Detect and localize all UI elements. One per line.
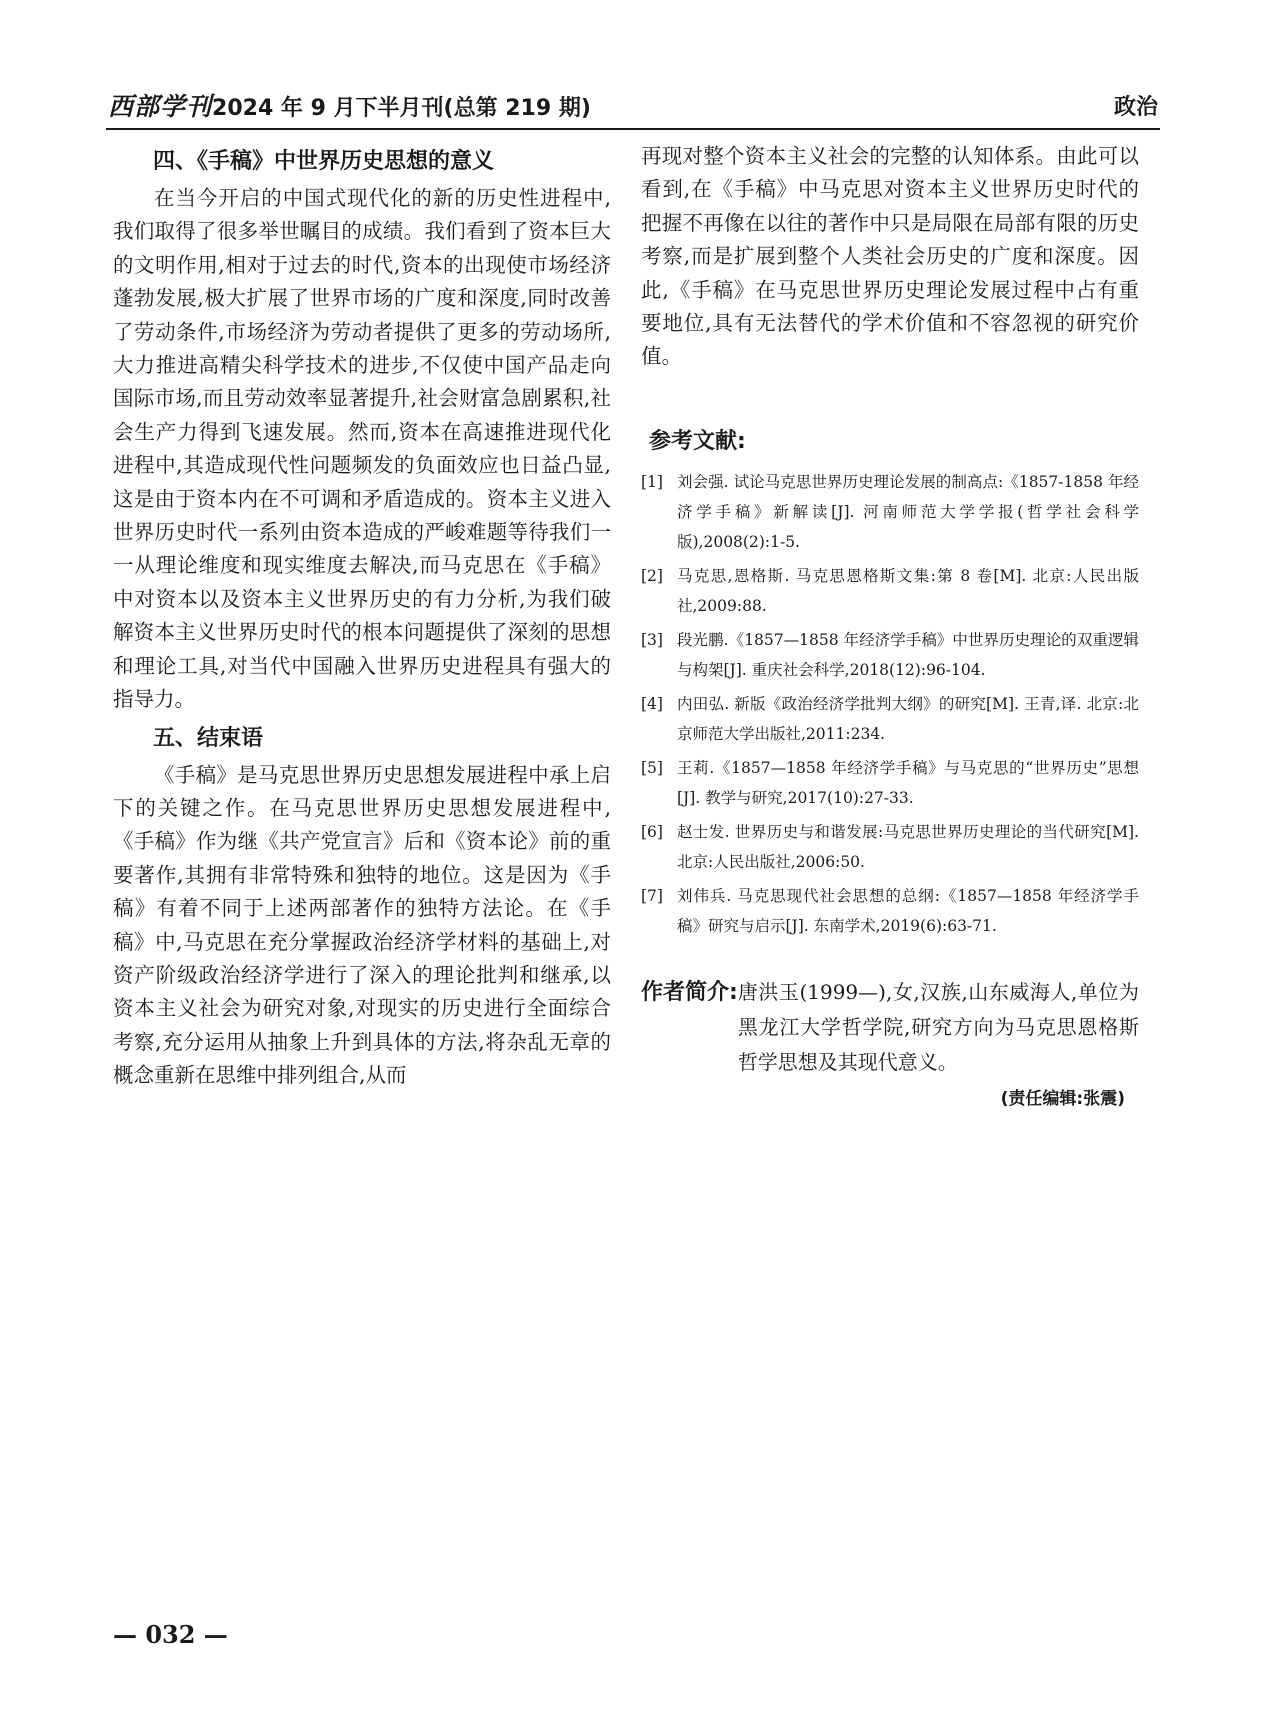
header-left: [108, 87, 591, 123]
reference-number: [3]: [641, 630, 663, 649]
reference-item: [641, 561, 1139, 621]
reference-text: 内田弘. 新版《政治经济学批判大纲》的研究[M]. 王青,译. 北京:北京师范大学出版社,2011:234.: [677, 694, 1139, 743]
reference-text: 赵士发. 世界历史与和谐发展:马克思世界历史理论的当代研究[M]. 北京:人民出版社,2006:50.: [677, 822, 1139, 871]
reference-text: 段光鹏.《1857—1858 年经济学手稿》中世界历史理论的双重逻辑与构架[J]. 重庆社会科学,2018(12):96-104.: [677, 630, 1139, 679]
running-header: [108, 86, 1158, 124]
author-bio-label: 作者简介:: [641, 979, 738, 1005]
reference-text: 刘伟兵. 马克思现代社会思想的总纲:《1857—1858 年经济学手稿》研究与启示[J]. 东南学术,2019(6):63-71.: [677, 886, 1139, 935]
references-list: [641, 467, 1139, 941]
reference-item: [641, 689, 1139, 749]
reference-item: [641, 753, 1139, 813]
reference-text: 王莉.《1857—1858 年经济学手稿》与马克思的“世界历史”思想[J]. 教学与研究,2017(10):27-33.: [677, 758, 1139, 807]
reference-number: [2]: [641, 566, 663, 585]
reference-number: [5]: [641, 758, 663, 777]
author-bio-text: 唐洪玉(1999—),女,汉族,山东威海人,单位为黑龙江大学哲学院,研究方向为马克思恩格斯哲学思想及其现代意义。: [737, 979, 1139, 1074]
reference-number: [7]: [641, 886, 663, 905]
right-column: [641, 140, 1139, 1109]
reference-number: [1]: [641, 472, 663, 491]
reference-number: [6]: [641, 822, 663, 841]
journal-logo: 西部学刊: [108, 92, 213, 121]
references-title: 参考文献:: [649, 428, 746, 454]
author-bio: [641, 975, 1139, 1080]
paragraph-conclusion-continued: 再现对整个资本主义社会的完整的认知体系。由此可以看到,在《手稿》中马克思对资本主义世界历史时代的把握不再像在以往的著作中只是局限在局部有限的历史考察,而是扩展到整个人类社会历史的广度和深度。因此,《手稿》在马克思世界历史理论发展过程中占有重要地位,具有无法替代的学术价值和不容忽视的研究价值。: [641, 144, 1139, 369]
reference-item: [641, 817, 1139, 877]
responsible-editor: (责任编辑:张震): [1000, 1088, 1125, 1109]
paragraph-conclusion: 《手稿》是马克思世界历史思想发展进程中承上启下的关键之作。在马克思世界历史思想发展进程中,《手稿》作为继《共产党宣言》后和《资本论》前的重要著作,其拥有非常特殊和独特的地位。这是因为《手稿》有着不同于上述两部著作的独特方法论。在《手稿》中,马克思在充分掌握政治经济学材料的基础上,对资产阶级政治经济学进行了深入的理论批判和继承,以资本主义社会为研究对象,对现实的历史进行全面综合考察,充分运用从抽象上升到具体的方法,将杂乱无章的概念重新在思维中排列组合,从而: [113, 762, 611, 1088]
section-heading-4: 四、《手稿》中世界历史思想的意义: [153, 149, 495, 174]
reference-item: [641, 467, 1139, 557]
reference-number: [4]: [641, 694, 663, 713]
header-rule: [106, 128, 1160, 130]
reference-text: 刘会强. 试论马克思世界历史理论发展的制高点:《1857-1858 年经济学手稿》新解读[J]. 河南师范大学学报(哲学社会科学版),2008(2):1-5.: [677, 472, 1139, 551]
issue-info: 2024 年 9 月下半月刊(总第 219 期): [212, 96, 591, 121]
section-heading-5: 五、结束语: [153, 725, 264, 751]
reference-item: [641, 625, 1139, 685]
reference-item: [641, 881, 1139, 941]
page-number: — 032 —: [113, 1620, 228, 1649]
reference-text: 马克思,恩格斯. 马克思恩格斯文集:第 8 卷[M]. 北京:人民出版社,2009:88.: [677, 566, 1139, 615]
left-column: [113, 140, 611, 1093]
section-tag: 政治: [1113, 94, 1158, 120]
paragraph-significance: 在当今开启的中国式现代化的新的历史性进程中,我们取得了很多举世瞩目的成绩。我们看到了资本巨大的文明作用,相对于过去的时代,资本的出现使市场经济蓬勃发展,极大扩展了世界市场的广度和深度,同时改善了劳动条件,市场经济为劳动者提供了更多的劳动场所,大力推进高精尖科学技术的进步,不仅使中国产品走向国际市场,而且劳动效率显著提升,社会财富急剧累积,社会生产力得到飞速发展。然而,资本在高速推进现代化进程中,其造成现代性问题频发的负面效应也日益凸显,这是由于资本内在不可调和矛盾造成的。资本主义进入世界历史时代一系列由资本造成的严峻难题等待我们一一从理论维度和现实维度去解决,而马克思在《手稿》中对资本以及资本主义世界历史的有力分析,为我们破解资本主义世界历史时代的根本问题提供了深刻的思想和理论工具,对当代中国融入世界历史进程具有强大的指导力。: [113, 186, 611, 712]
